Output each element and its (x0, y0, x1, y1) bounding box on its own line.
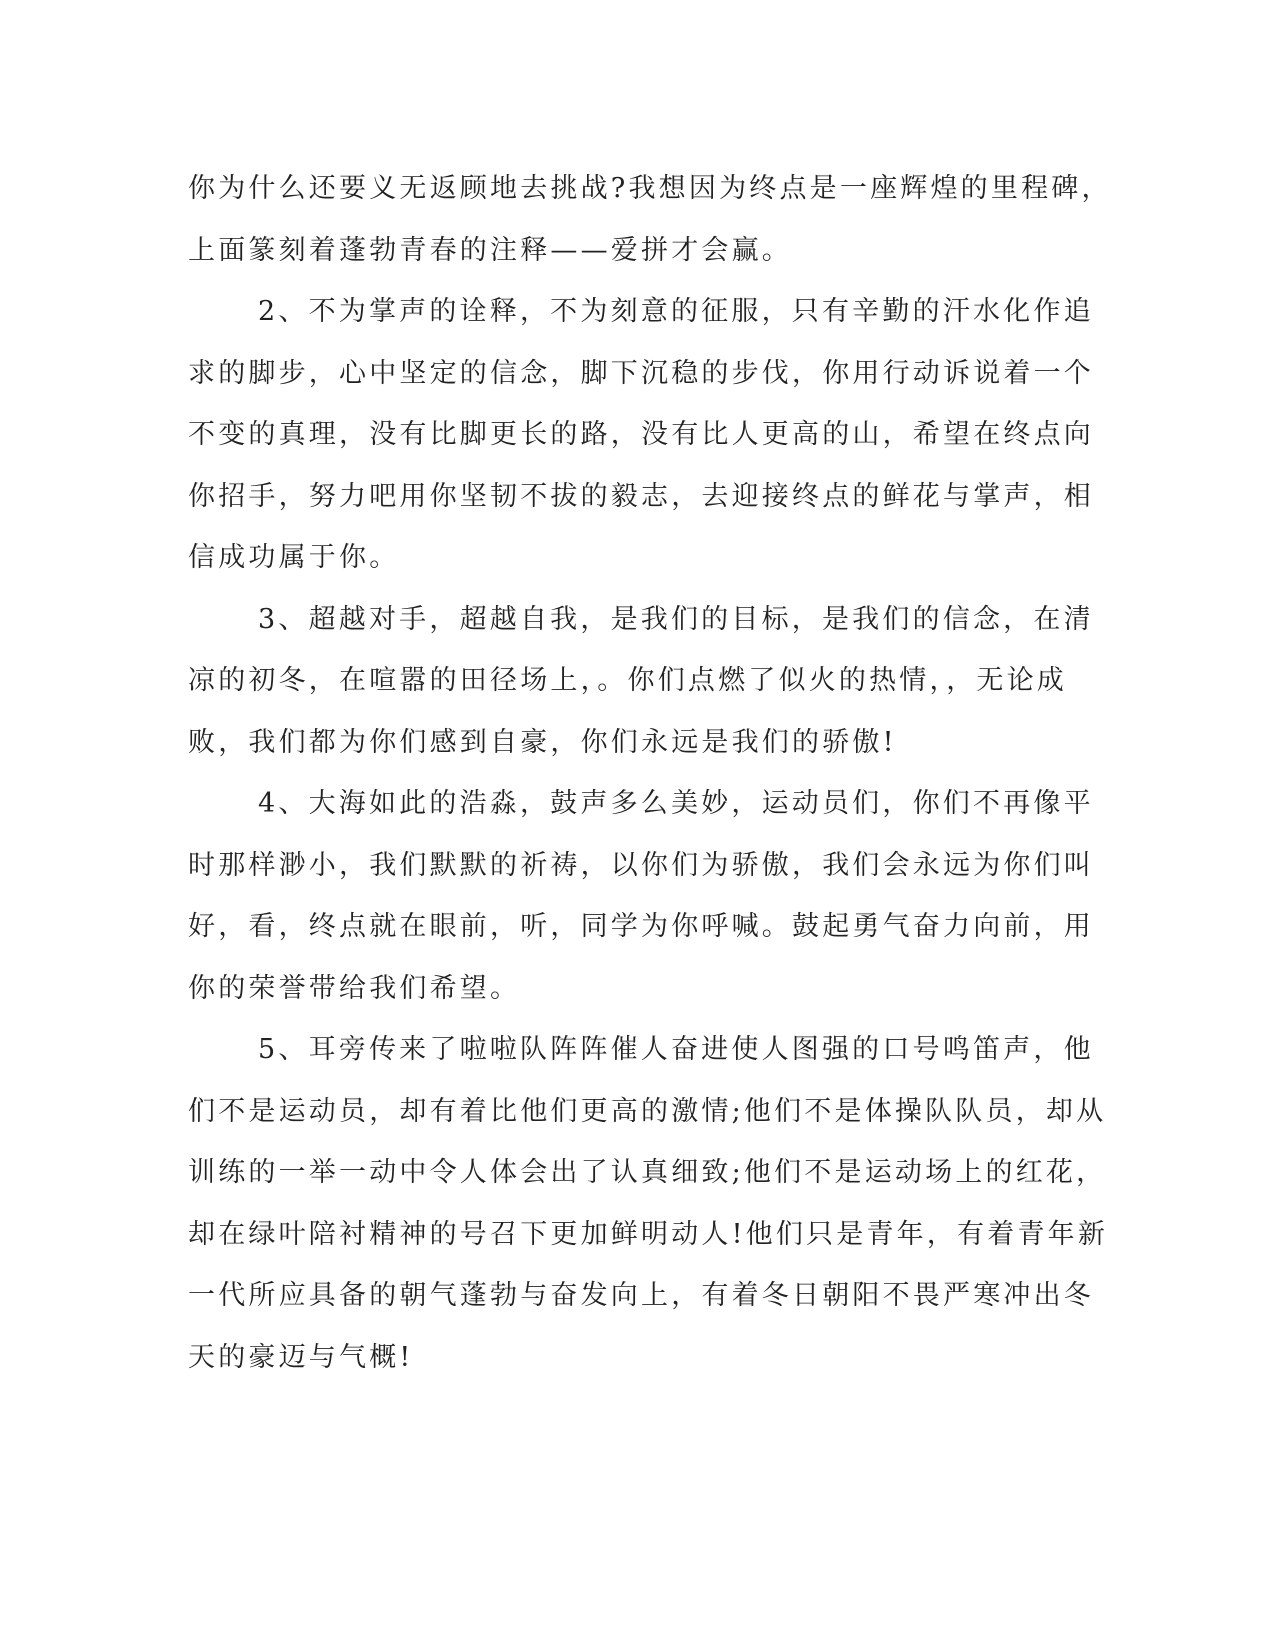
document-body (188, 158, 1112, 1388)
text-line: 信成功属于你。 (188, 542, 400, 573)
paragraph-start-line: 4、大海如此的浩淼，鼓声多么美妙，运动员们，你们不再像平 (258, 788, 1094, 819)
text-line: 上面篆刻着蓬勃青春的注释——爱拼才会赢。 (188, 234, 792, 266)
text-line: 好，看，终点就在眼前，听，同学为你呼喊。鼓起勇气奋力向前，用 (188, 911, 1094, 942)
paragraph-start-line: 5、耳旁传来了啦啦队阵阵催人奋进使人图强的口号鸣笛声，他 (258, 1034, 1094, 1065)
text-line: 时那样渺小，我们默默的祈祷，以你们为骄傲，我们会永远为你们叫 (188, 849, 1094, 881)
text-line: 一代所应具备的朝气蓬勃与奋发向上，有着冬日朝阳不畏严寒冲出冬 (188, 1280, 1094, 1311)
paragraph-start-line: 3、超越对手，超越自我，是我们的目标，是我们的信念，在清 (258, 603, 1094, 635)
text-line: 求的脚步，心中坚定的信念，脚下沉稳的步伐，你用行动诉说着一个 (188, 357, 1094, 389)
text-line: 天的豪迈与气概! (188, 1341, 414, 1373)
text-line: 凉的初冬，在喧嚣的田径场上，。你们点燃了似火的热情，，无论成 (188, 665, 1067, 696)
text-line: 训练的一举一动中令人体会出了认真细致;他们不是运动场上的红花， (188, 1157, 1107, 1188)
text-line: 败，我们都为你们感到自豪，你们永远是我们的骄傲! (188, 726, 897, 758)
text-line: 你的荣誉带给我们希望。 (188, 972, 521, 1004)
text-line: 你招手，努力吧用你坚韧不拔的毅志，去迎接终点的鲜花与掌声，相 (188, 480, 1094, 512)
text-line: 们不是运动员，却有着比他们更高的激情;他们不是体操队队员，却从 (188, 1095, 1107, 1127)
text-line: 却在绿叶陪衬精神的号召下更加鲜明动人!他们只是青年，有着青年新 (188, 1218, 1109, 1250)
text-line: 你为什么还要义无返顾地去挑战?我想因为终点是一座辉煌的里程碑， (188, 173, 1112, 204)
paragraph-start-line: 2、不为掌声的诠释，不为刻意的征服，只有辛勤的汗水化作追 (258, 296, 1094, 327)
text-line: 不变的真理，没有比脚更长的路，没有比人更高的山，希望在终点向 (188, 419, 1094, 450)
